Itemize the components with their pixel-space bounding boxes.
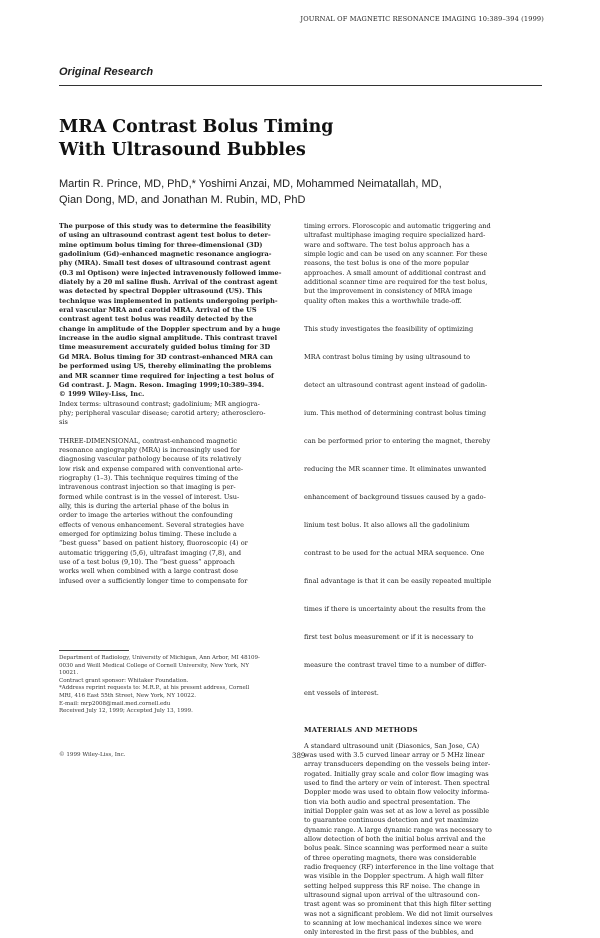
body-line: to scanning at low mechanical indexes since we were — [304, 919, 482, 928]
body-line: but the improvement in consistency of MRA image — [304, 287, 473, 296]
article-title — [59, 116, 333, 162]
body-line: infused over a sufficiently longer time to compensate for — [59, 576, 248, 585]
body-line: array transducers depending on the vessels being inter- — [304, 760, 491, 769]
page-number: 389 — [292, 752, 306, 760]
body-line: first test bolus measurement or if it is necessary to — [304, 633, 474, 642]
article-authors — [59, 177, 442, 208]
abstract-line: of using an ultrasound contrast agent test bolus to deter- — [59, 231, 271, 240]
body-line: ally, this is during the arterial phase of the bolus in — [59, 501, 229, 510]
body-line: to guarantee continuous detection and yet maximize — [304, 816, 479, 825]
footnote-line: Received July 12, 1999; Accepted July 13, 1999. — [59, 708, 193, 715]
body-line: quality often makes this a worthwhile trade-off. — [304, 296, 462, 305]
body-line: was not a significant problem. We did not limit ourselves — [304, 909, 493, 918]
body-line: ent vessels of interest. — [304, 689, 379, 698]
body-line: automatic triggering (5,6), ultrafast imaging (7,8), and — [59, 548, 242, 557]
index-terms — [59, 400, 300, 428]
body-line: ultrafast multiphase imaging require specialized hard- — [304, 231, 486, 240]
body-line: works well when combined with a large contrast dose — [59, 567, 239, 576]
abstract-line: phy (MRA). Small test doses of ultrasound contrast agent — [59, 259, 271, 268]
footnote-line: Department of Radiology, University of Michigan, Ann Arbor, MI 48109- — [59, 655, 260, 661]
authors-line: Qian Dong, MD, and Jonathan M. Rubin, MD, PhD — [59, 193, 306, 206]
index-terms-line: phy; peripheral vascular disease; carotid artery; atherosclero- — [59, 408, 266, 417]
body-line: rogated. Initially gray scale and color flow imaging was — [304, 769, 489, 778]
title-line: MRA Contrast Bolus Timing — [59, 117, 334, 137]
body-line: of three operating magnets, there was considerable — [304, 853, 477, 862]
body-line: detect an ultrasound contrast agent instead of gadolin- — [304, 380, 488, 389]
body-line: bolus peak. Since scanning was performed near a suite — [304, 844, 488, 853]
copyright: © 1999 Wiley-Liss, Inc. — [59, 752, 126, 758]
abstract-line: (0.3 ml Optison) were injected intravenously followed imme- — [59, 268, 282, 277]
body-line: MRA contrast bolus timing by using ultrasound to — [304, 352, 471, 361]
footnote-rule — [59, 650, 129, 651]
body-line: order to image the arteries without the confounding — [59, 511, 233, 520]
body-line: approaches. A small amount of additional contrast and — [304, 268, 486, 277]
body-line: final advantage is that it can be easily repeated multiple — [304, 577, 492, 586]
body-line: initial Doppler gain was set at as low a level as possible — [304, 806, 490, 815]
body-line: intravenous contrast injection so that imaging is per- — [59, 483, 236, 492]
body-line: setting helped suppress this RF noise. The change in — [304, 881, 480, 890]
footnotes — [59, 655, 300, 716]
footnote-line: *Address reprint requests to: M.R.P., at his present address, Cornell — [59, 685, 250, 692]
introduction — [59, 437, 300, 587]
abstract-line: Gd contrast. J. Magn. Reson. Imaging 1999;10:389–394. — [59, 380, 265, 389]
body-line: measure the contrast travel time to a number of differ- — [304, 661, 487, 670]
body-line: effects of venous enhancement. Several strategies have — [59, 520, 244, 529]
footnote-line: MRI, 416 East 55th Street, New York, NY 10022. — [59, 692, 196, 699]
body-line: This study investigates the feasibility of optimizing — [304, 324, 474, 333]
footnote-line: 0030 and Weill Medical College of Cornell University, New York, NY — [59, 662, 249, 669]
body-line: was used with 3.5 curved linear array or 5 MHz linear — [304, 750, 485, 759]
footnote-line: E-mail: mrp2008@mail.med.cornell.edu — [59, 700, 171, 707]
body-line: was visible in the Doppler spectrum. A high wall filter — [304, 872, 484, 881]
body-line: additional scanner time are required for the test bolus, — [304, 278, 488, 287]
authors-line: Martin R. Prince, MD, PhD,* Yoshimi Anzai, MD, Mohammed Neimatallah, MD, — [59, 178, 442, 190]
body-line: can be performed prior to entering the magnet, thereby — [304, 436, 491, 445]
left-column — [59, 222, 300, 586]
body-line: use of a test bolus (9,10). The “best guess” approach — [59, 558, 235, 567]
body-line: formed while contrast is in the vessel of interest. Usu- — [59, 492, 240, 501]
body-line: contrast to be used for the actual MRA sequence. One — [304, 549, 485, 558]
section-heading-methods: MATERIALS AND METHODS — [304, 726, 418, 735]
abstract-line: be performed using US, thereby eliminating the problems — [59, 362, 272, 371]
abstract-line: The purpose of this study was to determine the feasibility — [59, 222, 271, 230]
body-line: ultrasound signal upon arrival of the ultrasound con- — [304, 891, 480, 900]
body-line: Doppler mode was used to obtain flow velocity informa- — [304, 788, 490, 797]
body-line: reducing the MR scanner time. It eliminates unwanted — [304, 464, 487, 473]
body-line: trast agent was so prominent that this high filter setting — [304, 900, 492, 909]
abstract-line: and MR scanner time required for injecting a test bolus of — [59, 371, 274, 380]
abstract-line: gadolinium (Gd)-enhanced magnetic resonance angiogra- — [59, 250, 272, 259]
index-terms-line: Index terms: ultrasound contrast; gadolinium; MR angiogra- — [59, 399, 260, 408]
abstract-line: time measurement accurately guided bolus timing for 3D — [59, 343, 271, 352]
body-line: A standard ultrasound unit (Diasonics, San Jose, CA) — [304, 741, 480, 750]
right-paragraph-1 — [304, 222, 545, 306]
body-line: dynamic range. A large dynamic range was necessary to — [304, 825, 492, 834]
journal-header: JOURNAL OF MAGNETIC RESONANCE IMAGING 10:389–394 (1999) — [300, 15, 544, 23]
abstract-line: was detected by spectral Doppler ultrasound (US). This — [59, 287, 263, 296]
header-rule — [59, 85, 542, 86]
body-line: used to find the artery or vein of interest. Then spectral — [304, 778, 490, 787]
body-line: resonance angiography (MRA) is increasingly used for — [59, 445, 240, 454]
body-line: low risk and expense compared with conventional arte- — [59, 464, 244, 473]
body-line: diagnosing vascular pathology because of its relatively — [59, 455, 242, 464]
abstract-line: eral vascular MRA and carotid MRA. Arrival of the US — [59, 306, 257, 315]
body-line: radio frequency (RF) interference in the line voltage that — [304, 863, 494, 872]
body-line: allow detection of both the initial bolus arrival and the — [304, 835, 486, 843]
body-line: enhancement of background tissues caused by a gado- — [304, 492, 486, 501]
body-line: “best guess” based on patient history, fluoroscopic (4) or — [59, 539, 248, 548]
abstract-line: © 1999 Wiley-Liss, Inc. — [59, 390, 145, 399]
abstract-line: contrast agent test bolus was readily detected by the — [59, 315, 254, 324]
body-line: tion via both audio and spectral presentation. The — [304, 797, 471, 806]
footnote-line: Contract grant sponsor: Whitaker Foundation. — [59, 677, 189, 684]
abstract-line: mine optimum bolus timing for three-dimensional (3D) — [59, 240, 263, 249]
right-paragraph-2 — [304, 306, 545, 717]
methods-paragraph — [304, 742, 545, 938]
abstract-line: change in amplitude of the Doppler spectrum and by a huge — [59, 324, 281, 333]
body-line: riography (1–3). This technique requires timing of the — [59, 473, 239, 482]
body-line: simple logic and can be used on any scanner. For these — [304, 250, 488, 259]
abstract-line: Gd MRA. Bolus timing for 3D contrast-enhanced MRA can — [59, 352, 273, 361]
body-line: emerged for optimizing bolus timing. These include a — [59, 530, 237, 538]
right-column — [304, 222, 545, 938]
abstract-line: diately by a 20 ml saline flush. Arrival of the contrast agent — [59, 278, 278, 287]
title-line: With Ultrasound Bubbles — [59, 140, 306, 160]
body-line: reasons, the test bolus is one of the more popular — [304, 259, 470, 268]
body-line: ware and software. The test bolus approach has a — [304, 240, 470, 249]
body-line: timing errors. Floroscopic and automatic triggering and — [304, 222, 491, 230]
footnote-line: 10021. — [59, 670, 79, 677]
index-terms-line: sis — [59, 418, 68, 427]
abstract — [59, 222, 300, 400]
abstract-line: increase in the audio signal amplitude. This contrast travel — [59, 334, 278, 343]
abstract-line: technique was implemented in patients undergoing periph- — [59, 296, 278, 305]
body-line: ium. This method of determining contrast bolus timing — [304, 408, 487, 417]
section-label: Original Research — [59, 66, 154, 78]
body-line: THREE-DIMENSIONAL, contrast-enhanced magnetic — [59, 436, 238, 445]
body-line: linium test bolus. It also allows all the gadolinium — [304, 521, 470, 529]
body-line: times if there is uncertainty about the results from the — [304, 605, 486, 614]
body-line: only interested in the first pass of the bubbles, and — [304, 928, 474, 937]
